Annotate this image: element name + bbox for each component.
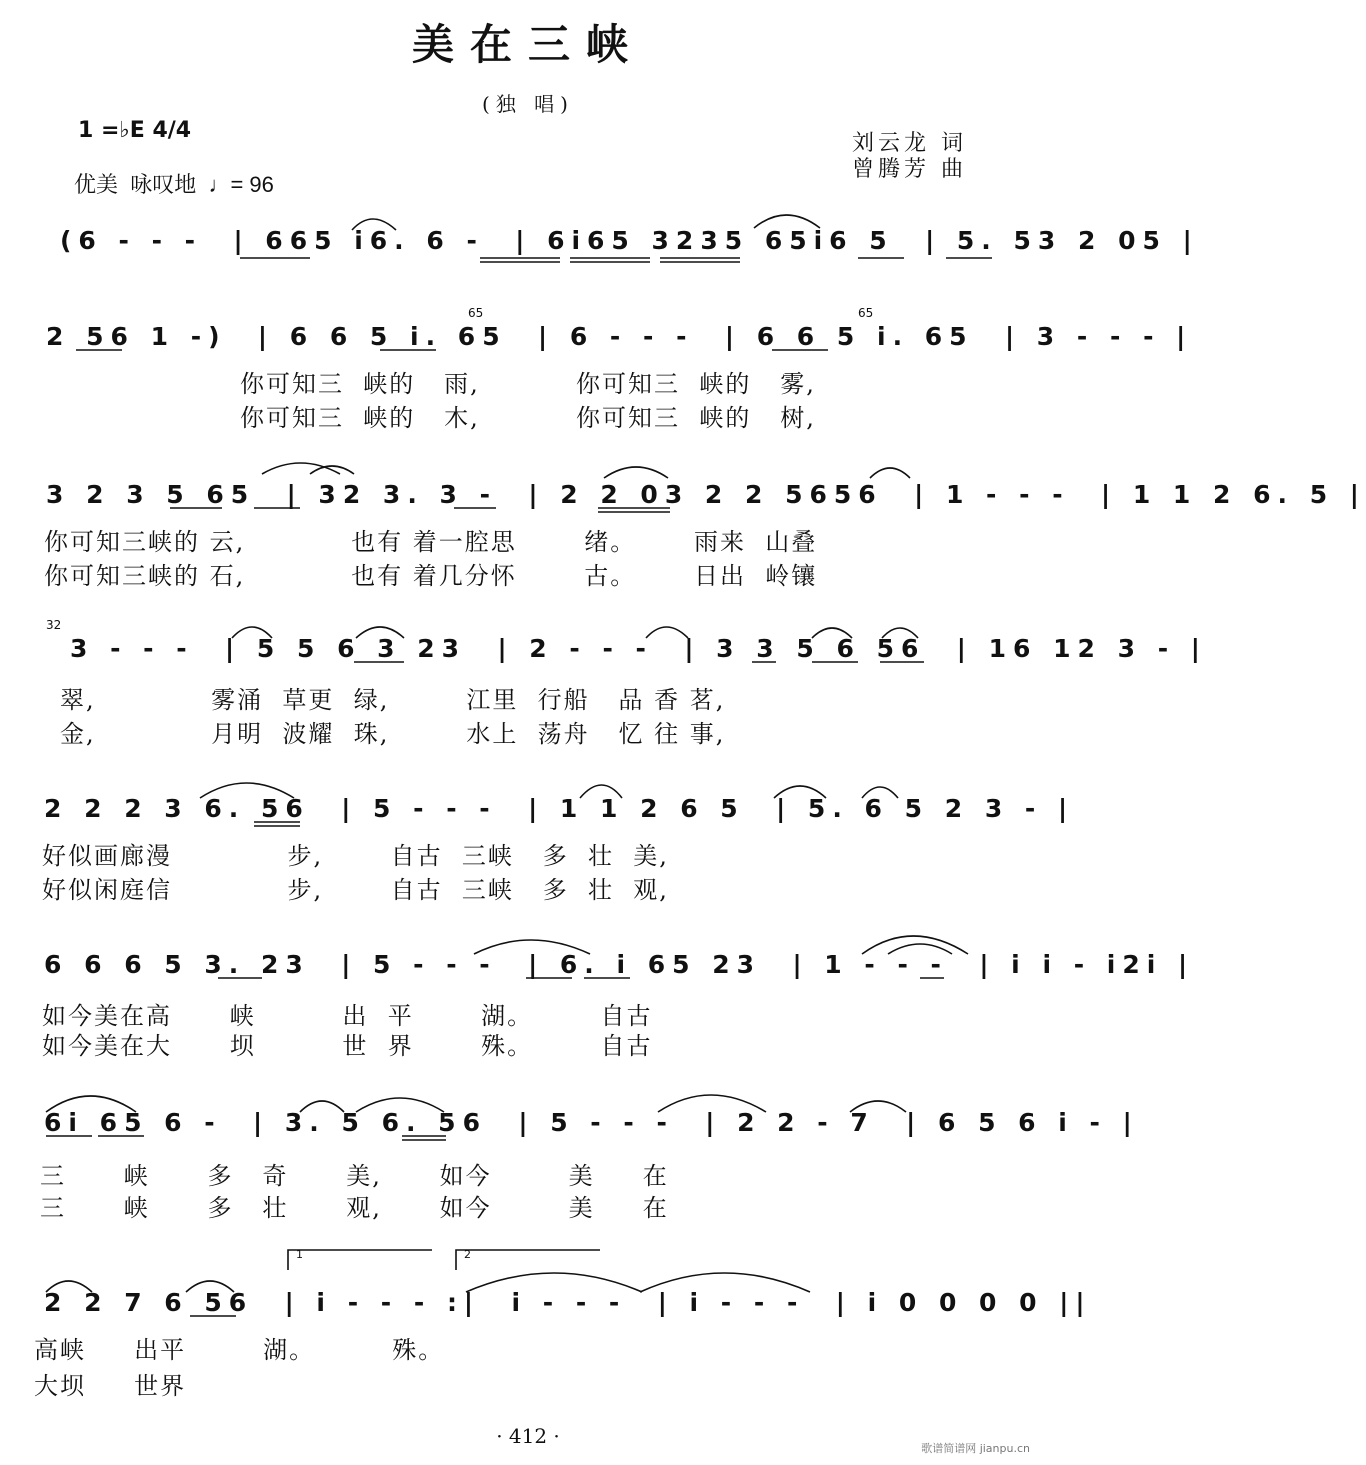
grace-note-mark: 65 [468,306,484,320]
lyric-line-7-verse-1: 三 峡 多 奇 美, 如今 美 在 [40,1162,669,1190]
grace-note-mark: 32 [46,618,62,632]
song-subtitle: (独 唱) [482,92,574,116]
staff-notes-5: 2 2 2 3 6. 56 | 5 - - - | 1 1 2 6 5 | 5. 6 5 2 3 - | [44,794,1075,823]
staff-notes-1: (6 - - - | 665 i6. 6 - | 6i65 3235 65i6 5 | 5. 53 2 05 | [60,226,1199,255]
tempo-marking: 优美 咏叹地 ♩= 96 [74,172,274,197]
page-number: · 412 · [496,1424,560,1448]
lyric-line-5-verse-2: 好似闲庭信 步, 自古 三峡 多 壮 观, [42,876,669,904]
song-title: 美在三峡 [411,20,644,69]
lyric-line-4-verse-1: 翠, 雾涌 草更 绿, 江里 行船 品 香 茗, [60,686,726,714]
lyric-line-2-verse-2: 你可知三 峡的 木, 你可知三 峡的 树, [240,404,816,432]
key-signature: 1 =♭E 4/4 [78,118,192,143]
volta-label-1: 1 [296,1248,303,1261]
watermark: 歌谱简谱网 jianpu.cn [921,1442,1030,1455]
lyric-line-5-verse-1: 好似画廊漫 步, 自古 三峡 多 壮 美, [42,842,669,870]
lyric-line-6-verse-1: 如今美在高 峡 出 平 湖。 自古 [42,1002,653,1030]
lyricist-credit: 刘云龙 词 [852,131,967,156]
staff-notes-6: 6 6 6 5 3. 23 | 5 - - - | 6. i 65 23 | 1 - - - | i i - i2i | [44,950,1195,979]
staff-notes-8: 2 2 7 6 56 | i - - - :| i - - - | i - - - | i 0 0 0 0 || [44,1288,1092,1317]
lyric-line-3-verse-2: 你可知三峡的 石, 也有 着几分怀 古。 日出 岭镶 [44,562,818,590]
lyric-line-8-verse-2: 大坝 世界 [34,1372,187,1400]
lyric-line-8-verse-1: 高峡 出平 湖。 殊。 [34,1336,445,1364]
composer-credit: 曾腾芳 曲 [852,157,967,182]
lyric-line-3-verse-1: 你可知三峡的 云, 也有 着一腔思 绪。 雨来 山叠 [44,528,818,556]
lyric-line-4-verse-2: 金, 月明 波耀 珠, 水上 荡舟 忆 往 事, [60,720,726,748]
lyric-line-2-verse-1: 你可知三 峡的 雨, 你可知三 峡的 雾, [240,370,816,398]
volta-label-2: 2 [464,1248,471,1261]
staff-notes-2: 2 56 1 -) | 6 6 5 i. 65 | 6 - - - | 6 6 5 i. 65 | 3 - - - | [46,322,1193,351]
staff-notes-3: 3 2 3 5 65 | 32 3. 3 - | 2 2 03 2 2 5656 | 1 - - - | 1 1 2 6. 5 | [46,480,1366,509]
grace-note-mark: 65 [858,306,874,320]
staff-notes-7: 6i 65 6 - | 3. 5 6. 56 | 5 - - - | 2 2 - 7 | 6 5 6 i - | [44,1108,1139,1137]
lyric-line-6-verse-2: 如今美在大 坝 世 界 殊。 自古 [42,1032,653,1060]
lyric-line-7-verse-2: 三 峡 多 壮 观, 如今 美 在 [40,1194,669,1222]
staff-notes-4: 3 - - - | 5 5 6 3 23 | 2 - - - | 3 3 5 6 56 | 16 12 3 - | [70,634,1207,663]
